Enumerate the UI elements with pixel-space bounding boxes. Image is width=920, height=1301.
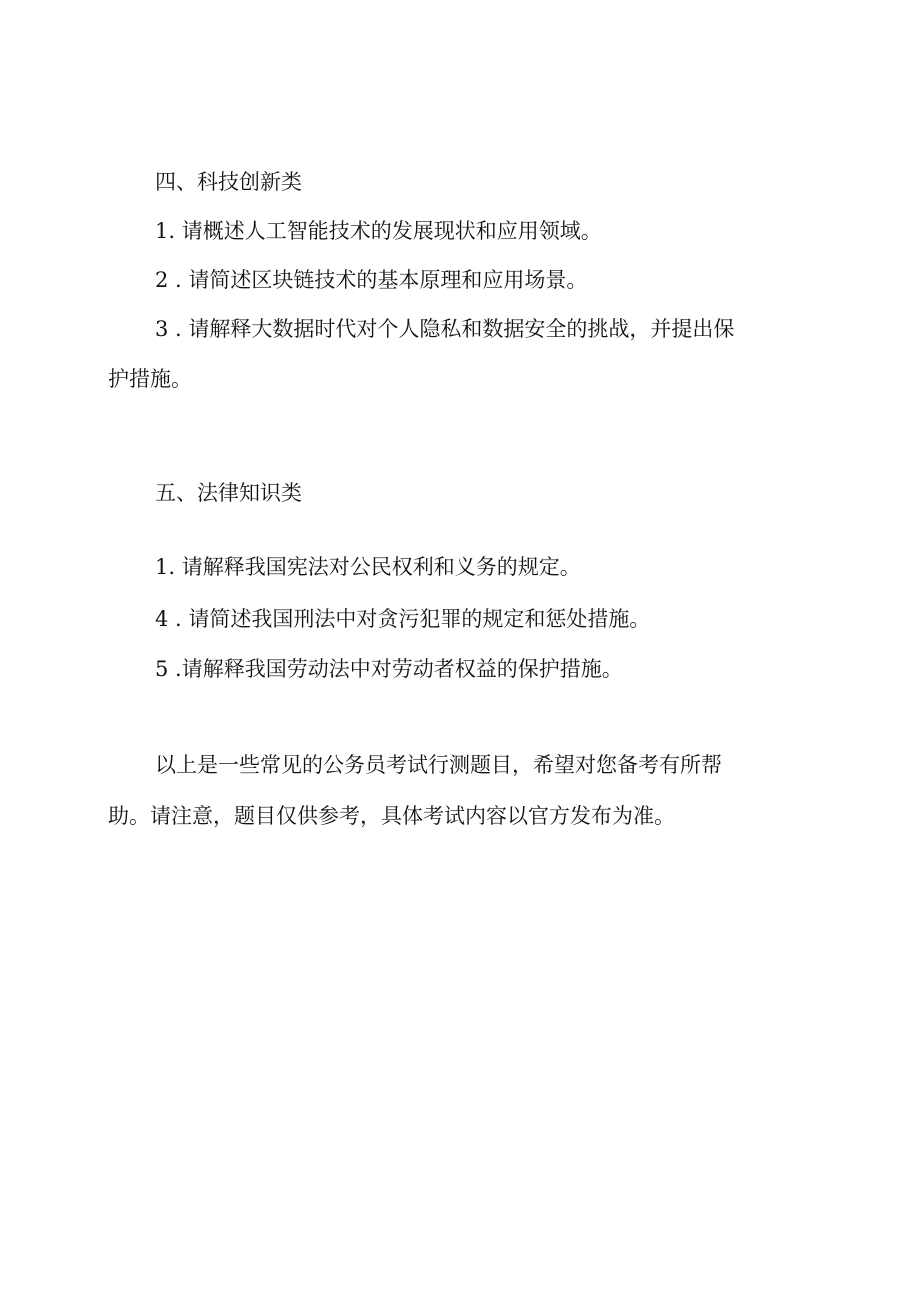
tech-item-1: 1. 请概述人工智能技术的发展现状和应用领域。 <box>155 219 602 243</box>
law-item-5: 5 .请解释我国劳动法中对劳动者权益的保护措施。 <box>155 657 623 681</box>
tech-item-3-continuation: 护措施。 <box>108 367 192 391</box>
closing-line-2: 助。请注意，题目仅供参考，具体考试内容以官方发布为准。 <box>108 804 675 828</box>
section-heading-tech: 四、科技创新类 <box>155 170 302 194</box>
tech-item-3: 3 . 请解释大数据时代对个人隐私和数据安全的挑战，并提出保 <box>155 317 735 341</box>
tech-item-2: 2 . 请简述区块链技术的基本原理和应用场景。 <box>155 268 588 292</box>
law-item-4: 4 . 请简述我国刑法中对贪污犯罪的规定和惩处措施。 <box>155 607 651 631</box>
law-item-1: 1. 请解释我国宪法对公民权利和义务的规定。 <box>155 555 581 579</box>
section-heading-law: 五、法律知识类 <box>155 481 302 505</box>
closing-line-1: 以上是一些常见的公务员考试行测题目，希望对您备考有所帮 <box>155 753 722 777</box>
